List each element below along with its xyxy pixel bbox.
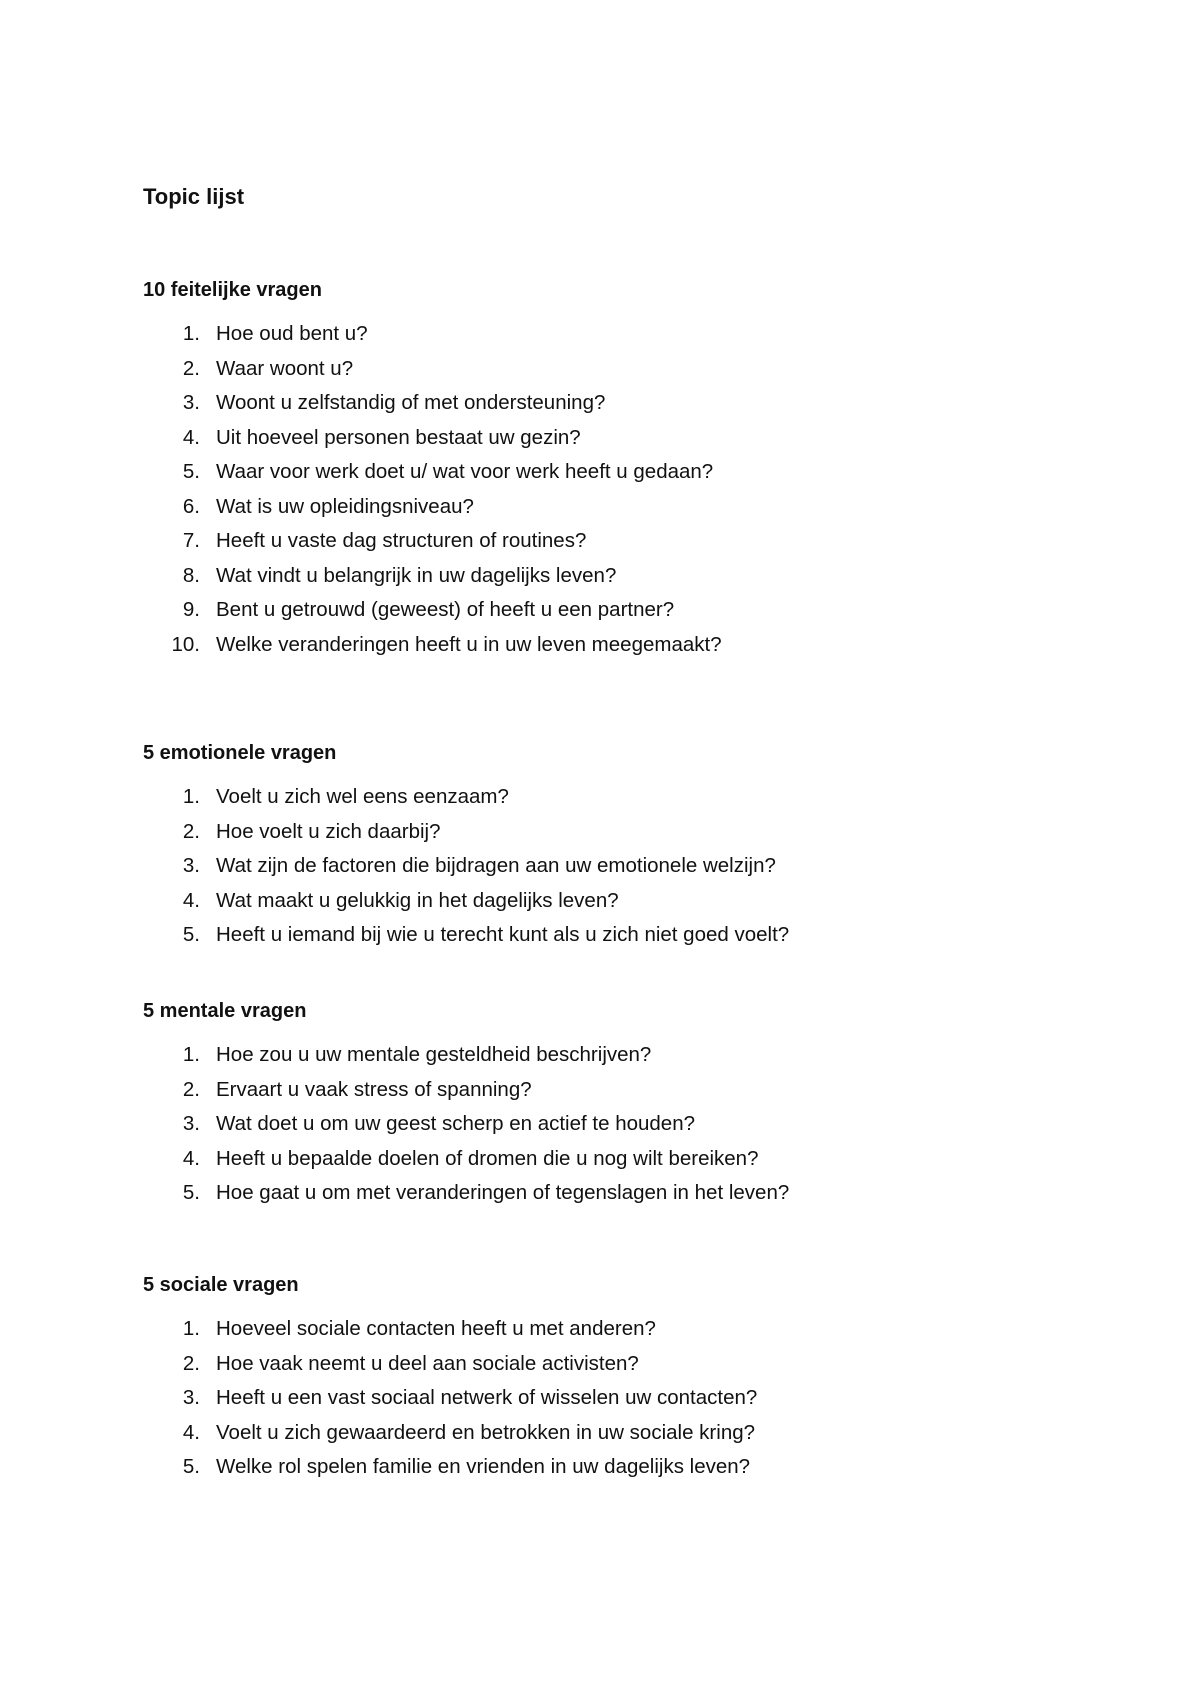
question-item <box>143 528 1143 563</box>
section-emotionele-vragen <box>143 740 1143 957</box>
question-text: Hoeveel sociale contacten heeft u met anderen? <box>216 1317 656 1340</box>
question-text: Wat vindt u belangrijk in uw dagelijks leven? <box>216 563 617 587</box>
question-item <box>143 494 1143 529</box>
question-item <box>143 922 1143 957</box>
question-text: Waar voor werk doet u/ wat voor werk heeft u gedaan? <box>216 460 714 483</box>
question-text: Wat is uw opleidingsniveau? <box>216 494 474 518</box>
question-item <box>143 888 1143 923</box>
question-text: Wat zijn de factoren die bijdragen aan uw emotionele welzijn? <box>216 854 776 877</box>
question-number: 10. <box>171 632 200 656</box>
question-number: 5. <box>182 923 200 946</box>
question-list <box>143 1316 1143 1489</box>
question-number: 6. <box>182 494 200 518</box>
question-item <box>143 563 1143 598</box>
question-text: Hoe oud bent u? <box>216 322 368 345</box>
question-text: Hoe gaat u om met veranderingen of tegenslagen in het leven? <box>216 1181 790 1204</box>
question-text: Ervaart u vaak stress of spanning? <box>216 1077 532 1101</box>
question-number: 3. <box>182 1386 200 1409</box>
section-heading: 5 sociale vragen <box>143 1274 299 1296</box>
section-heading: 10 feitelijke vragen <box>143 279 322 301</box>
question-text: Heeft u iemand bij wie u terecht kunt als u zich niet goed voelt? <box>216 923 790 946</box>
question-number: 5. <box>182 1181 200 1204</box>
question-number: 4. <box>182 888 200 912</box>
question-text: Welke veranderingen heeft u in uw leven meegemaakt? <box>216 632 722 656</box>
question-text: Hoe vaak neemt u deel aan sociale activisten? <box>216 1351 639 1375</box>
question-number: 2. <box>182 356 200 380</box>
question-item <box>143 425 1143 460</box>
question-item <box>143 632 1143 667</box>
section-sociale-vragen <box>143 1272 1143 1489</box>
section-heading: 5 mentale vragen <box>143 1000 307 1022</box>
question-number: 1. <box>182 1317 200 1340</box>
question-list <box>143 1042 1143 1215</box>
question-number: 2. <box>182 819 200 843</box>
question-number: 3. <box>182 391 200 414</box>
question-text: Heeft u een vast sociaal netwerk of wisselen uw contacten? <box>216 1386 758 1409</box>
question-item <box>143 1351 1143 1386</box>
question-list <box>143 784 1143 957</box>
question-item <box>143 356 1143 391</box>
question-item <box>143 1111 1143 1146</box>
question-number: 2. <box>182 1077 200 1101</box>
question-number: 5. <box>182 460 200 483</box>
question-text: Voelt u zich wel eens eenzaam? <box>216 785 509 808</box>
question-number: 1. <box>182 322 200 345</box>
question-item <box>143 321 1143 356</box>
question-item <box>143 819 1143 854</box>
question-number: 7. <box>182 529 200 552</box>
question-item <box>143 597 1143 632</box>
question-number: 4. <box>182 1146 200 1170</box>
question-number: 1. <box>182 1043 200 1066</box>
question-number: 8. <box>182 563 200 587</box>
question-item <box>143 1077 1143 1112</box>
section-feitelijke-vragen <box>143 277 1143 666</box>
question-number: 3. <box>182 854 200 877</box>
question-text: Voelt u zich gewaardeerd en betrokken in uw sociale kring? <box>216 1420 756 1444</box>
question-text: Heeft u vaste dag structuren of routines? <box>216 529 587 552</box>
question-item <box>143 459 1143 494</box>
question-text: Hoe zou u uw mentale gesteldheid beschrijven? <box>216 1043 652 1066</box>
question-text: Woont u zelfstandig of met ondersteuning? <box>216 391 606 414</box>
question-text: Welke rol spelen familie en vrienden in uw dagelijks leven? <box>216 1455 751 1478</box>
page-title: Topic lijst <box>143 184 245 209</box>
question-item <box>143 1146 1143 1181</box>
question-item <box>143 1316 1143 1351</box>
question-item <box>143 784 1143 819</box>
question-item <box>143 1180 1143 1215</box>
question-number: 1. <box>182 785 200 808</box>
question-item <box>143 1454 1143 1489</box>
question-item <box>143 1042 1143 1077</box>
question-text: Bent u getrouwd (geweest) of heeft u een partner? <box>216 598 675 621</box>
question-number: 4. <box>182 1420 200 1444</box>
question-text: Wat doet u om uw geest scherp en actief te houden? <box>216 1112 696 1135</box>
question-text: Hoe voelt u zich daarbij? <box>216 819 441 843</box>
question-list <box>143 321 1143 666</box>
question-item <box>143 1420 1143 1455</box>
question-text: Uit hoeveel personen bestaat uw gezin? <box>216 425 581 449</box>
question-number: 3. <box>182 1112 200 1135</box>
question-number: 9. <box>182 598 200 621</box>
question-item <box>143 390 1143 425</box>
section-mentale-vragen <box>143 998 1143 1215</box>
question-number: 5. <box>182 1455 200 1478</box>
question-item <box>143 853 1143 888</box>
question-number: 4. <box>182 425 200 449</box>
question-text: Waar woont u? <box>216 356 354 380</box>
question-number: 2. <box>182 1351 200 1375</box>
question-text: Heeft u bepaalde doelen of dromen die u nog wilt bereiken? <box>216 1146 759 1170</box>
section-heading: 5 emotionele vragen <box>143 742 337 764</box>
question-item <box>143 1385 1143 1420</box>
question-text: Wat maakt u gelukkig in het dagelijks leven? <box>216 888 619 912</box>
